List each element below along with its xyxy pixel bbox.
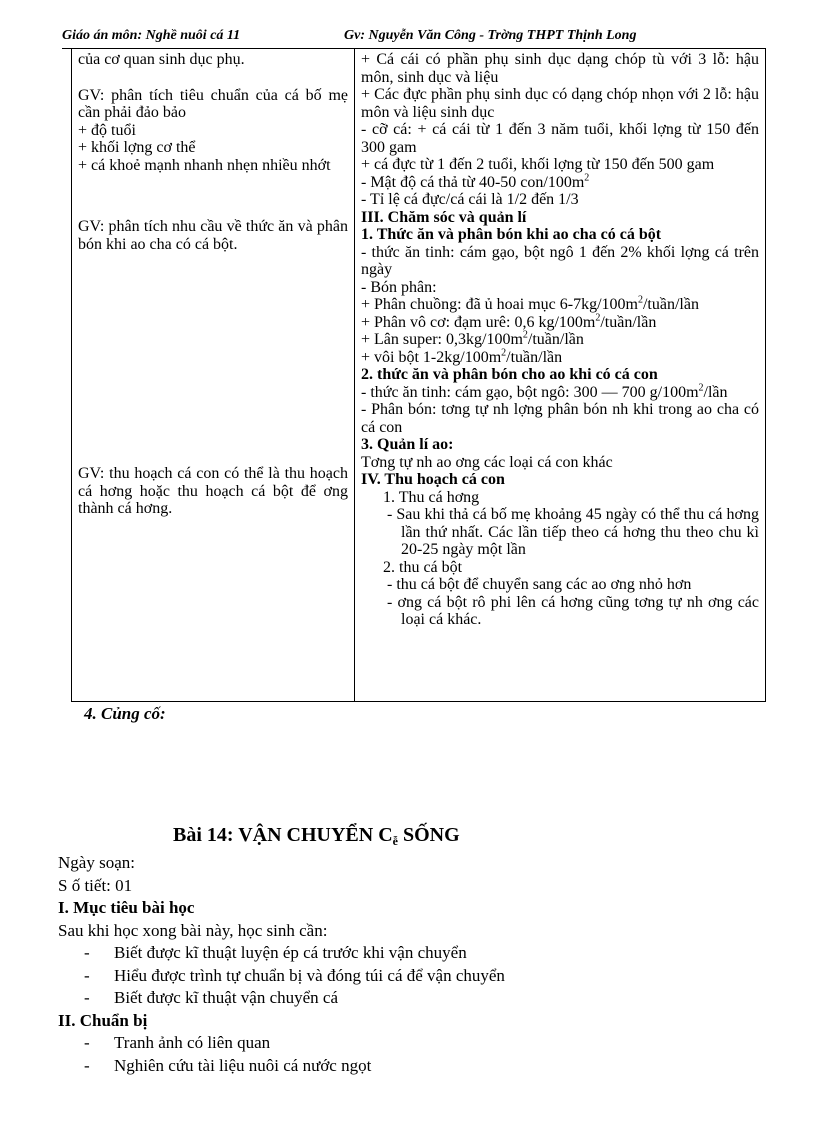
left-text: + khối lợng cơ thể [78, 139, 196, 156]
section-heading: II. Chuẩn bị [58, 1010, 148, 1030]
header-teacher: Gv: Nguyễn Văn Công - Trờng THPT Thịnh Long [344, 28, 637, 43]
page-header [62, 26, 756, 49]
content-text: + Các đực phần phụ sinh dục có dạng chóp nhọn với 2 lỗ: hậu môn và liệu sinh dục [361, 86, 759, 121]
dash-item: - ơng cá bột rô phi lên cá hơng cũng tơng tự nh ơng các loại cá khác. [387, 593, 759, 628]
objective-item: - Biết được kĩ thuật luyện ép cá trước khi vận chuyển [84, 943, 467, 962]
content-text: + Phân chuồng: đã ủ hoai mục $6-7kg/100m^2/tuần$/lần [361, 294, 699, 313]
content-text: - Mật độ cá thả từ 40-50 con/$100m^2$ [361, 172, 590, 191]
left-text: GV: phân tích tiêu chuẩn của cá bố mẹ cần phải đảo bảo [78, 86, 348, 121]
content-column [355, 49, 766, 702]
content-text: - Tỉ lệ cá đực/cá cái là 1/2 đến 1/3 [361, 191, 579, 208]
left-text: của cơ quan sinh dục phụ. [78, 51, 245, 68]
lesson-title: Bài 14: VẬN CHUYỂN $C_ễ$ SỐNG [173, 824, 460, 848]
lesson-table [71, 48, 766, 702]
left-text: GV: thu hoạch cá con có thể là thu hoạch cá hơng hoặc thu hoạch cá bột để ơng thành cá hơng. [78, 465, 348, 517]
prep-item: - Tranh ảnh có liên quan [84, 1033, 271, 1052]
objective-item: - Hiểu được trình tự chuẩn bị và đóng túi cá để vận chuyển [84, 965, 505, 985]
content-text: + Lân super: $0,3kg/100m^2/tuần$/lần [361, 329, 584, 348]
date-line: Ngày soạn: [58, 853, 135, 872]
teacher-activity-column [72, 49, 355, 702]
section-consolidation: 4. Củng cố: [84, 704, 166, 723]
section-heading: 1. Thức ăn và phân bón khi ao cha có cá bột [361, 226, 662, 243]
content-text: - cỡ cá: + cá cái từ 1 đến 3 năm tuổi, khối lợng từ 150 đến 300 gam [361, 121, 759, 156]
numbered-item: 2. thu cá bột [383, 558, 463, 576]
section-heading: III. Chăm sóc và quản lí [361, 208, 527, 226]
content-text: + vôi bột $1-2kg/100m^2/tuần$/lần [361, 347, 563, 366]
intro-text: Sau khi học xong bài này, học sinh cần: [58, 920, 328, 940]
section-heading: I. Mục tiêu bài học [58, 898, 195, 917]
section-heading: IV. Thu hoạch cá con [361, 471, 505, 488]
left-text: + độ tuổi [78, 121, 136, 139]
header-subject: Giáo án môn: Nghề nuôi cá 11 [62, 28, 241, 43]
lesson-body [58, 852, 758, 1077]
dash-item: - Sau khi thả cá bố mẹ khoảng 45 ngày có thể thu cá hơng lần thứ nhất. Các lần tiếp theo cá hơng thu theo chu kì 20-25 ngày một lần [387, 506, 759, 558]
objective-item: - Biết được kĩ thuật vận chuyển cá [84, 988, 339, 1007]
content-text: - thức ăn tinh: cám gạo, bột ngô: 300 — 700 $g/100m^2$/lần [361, 382, 728, 401]
content-text: Tơng tự nh ao ơng các loại cá con khác [361, 453, 613, 471]
content-text: + cá đực từ 1 đến 2 tuổi, khối lợng từ 150 đến 500 gam [361, 156, 715, 173]
numbered-item: 1. Thu cá hơng [383, 488, 480, 506]
section-heading: 2. thức ăn và phân bón cho ao khi có cá con [361, 366, 658, 383]
section-heading: 3. Quản lí ao: [361, 436, 454, 453]
left-text: GV: phân tích nhu cầu về thức ăn và phân bón khi ao cha có cá bột. [78, 218, 348, 253]
content-text: - thức ăn tinh: cám gạo, bột ngô 1 đến 2% khối lợng cá trên ngày [361, 243, 759, 278]
left-text: + cá khoẻ mạnh nhanh nhẹn nhiều nhớt [78, 156, 331, 174]
content-text: + Phân vô cơ: đạm urê: 0,6 $kg/100m^2/tuần$/lần [361, 312, 657, 331]
prep-item: - Nghiên cứu tài liệu nuôi cá nước ngọt [84, 1055, 372, 1075]
content-text: - Bón phân: [361, 278, 437, 296]
content-text: + Cá cái có phần phụ sinh dục dạng chóp tù với 3 lỗ: hậu môn, sinh dục và liệu [361, 51, 759, 86]
content-text: - Phân bón: tơng tự nh lợng phân bón nh khi trong ao cha có cá con [361, 401, 759, 436]
period-line: S ố tiết: 01 [58, 875, 133, 895]
dash-item: - thu cá bột để chuyển sang các ao ơng nhỏ hơn [387, 576, 692, 593]
